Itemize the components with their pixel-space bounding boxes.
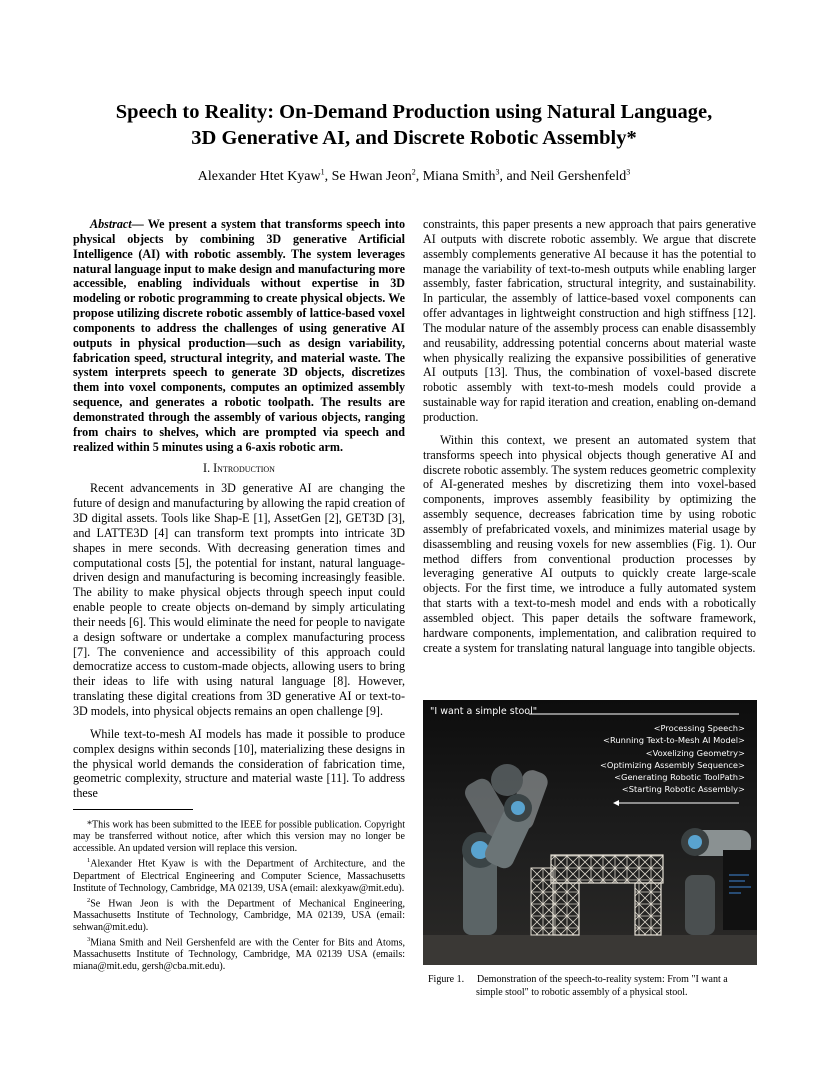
author-separator: , xyxy=(415,168,423,184)
caption-label: Figure 1. xyxy=(428,974,465,985)
paper-title xyxy=(60,99,768,151)
left-column xyxy=(73,217,405,973)
author-affiliation: 3 xyxy=(495,167,500,176)
footnote-text: Miana Smith and Neil Gershenfeld are with the Center for Bits and Atoms, Massachusetts Institute of Technology, Cambridge, MA 02139 USA (emails: miana@mit.edu, gersh@cba.mit.edu). xyxy=(73,937,405,973)
footnote-mark: 1 xyxy=(87,857,91,865)
process-step: <Generating Robotic ToolPath> xyxy=(614,772,745,783)
process-step: <Optimizing Assembly Sequence> xyxy=(599,759,745,770)
section-number: I. xyxy=(203,460,211,475)
process-step: <Running Text-to-Mesh AI Model> xyxy=(603,735,745,746)
process-step: <Processing Speech> xyxy=(653,723,745,733)
abstract-text: — We present a system that transforms speech into physical objects by combining 3D generative Artificial Intelligence (AI) with robotic assembly. The system leverages natural language input to make design and manufacturing more accessible, enabling individuals without expertise in 3D modeling or robotic programming to create physical objects. We propose utilizing discrete robotic assembly of lattice-based voxel components to address the challenges of using generative AI outputs in physical production—such as design variability, fabrication speed, structural integrity, and material waste. The system interprets speech to generate 3D objects, discretizes them into voxel components, computes an optimized assembly sequence, and generates a robotic toolpath. The results are demonstrated through the assembly of various objects, ranging from chairs to shelves, which are prompted via speech and realized within 5 minutes using a 6-axis robotic arm. xyxy=(73,217,405,454)
footnote-rule xyxy=(73,809,193,810)
author-name: Miana Smith xyxy=(422,168,496,184)
caption-text: simple stool" to robotic assembly of a physical stool. xyxy=(476,987,688,998)
author xyxy=(530,169,630,184)
author-name: Neil Gershenfeld xyxy=(530,168,627,184)
footnote-text: Alexander Htet Kyaw is with the Department of Architecture, and the Department of Electrical Engineering and Computer Science, Massachusetts Institute of Technology, Cambridge, MA 02139, USA (email: alexkyaw@mit.edu). xyxy=(73,858,405,894)
author-name: Alexander Htet Kyaw xyxy=(197,168,321,184)
body-paragraph: Within this context, we present an automated system that transforms speech into physical objects though generative AI and discrete robotic assembly. The system reduces geometric complexity of AI-generated meshes by discretizing them into voxel-based components, improves assembly feasibility by optimizing the assembly sequence, decreases fabrication time by using robotic assembly of prefabricated voxels, and minimizes material usage by disassembling and reusing voxels for new assemblies (Fig. 1). Our method differs from conventional production processes by leveraging generative AI outputs to quickly create large-scale objects. For the first time, we introduce a fully automated system that starts with a text-to-mesh model and ends with a robotically assembled object. This paper details the software framework, hardware components, implementation, and calibration required to create a system for translating natural language into tangible objects. xyxy=(423,432,756,655)
process-step: <Starting Robotic Assembly> xyxy=(621,784,745,795)
author xyxy=(198,169,332,184)
abstract-label: Abstract xyxy=(90,217,132,231)
author-affiliation: 1 xyxy=(320,167,325,176)
right-column xyxy=(423,217,756,655)
title-line-1: Speech to Reality: On-Demand Production using Natural Language, xyxy=(115,101,713,123)
footnote-text: Se Hwan Jeon is with the Department of Mechanical Engineering, Massachusetts Institute of Technology, Cambridge, MA 02139, USA (email: sehwan@mit.edu). xyxy=(73,898,405,934)
intro-paragraph-1: Recent advancements in 3D generative AI are changing the future of design and manufacturing by allowing the rapid creation of 3D digital assets. Tools like Shap-E [1], AssetGen [2], GET3D [3], and LATTE3D [4] can transform text prompts into intricate 3D shapes in mere seconds. With decreasing generation times and computational costs [5], the potential for instant, natural language-driven design and manufacturing is becoming increasingly feasible. The ability to make physical objects through speech input could enable people to create objects on-demand by simply articulating their needs [6]. This would eliminate the need for people to navigate a design software or undertake a complex manufacturing process [7]. The convenience and accessibility of this approach could democratize access to custom-made objects, allowing users to bring their ideas to life with using natural language [8]. However, translating these digital creations from 3D generative AI or text-to-3D models, into physical objects remains an open challenge [9]. xyxy=(73,481,405,718)
body-paragraph: constraints, this paper presents a new approach that pairs generative AI outputs with discrete robotic assembly. We argue that discrete assembly complements generative AI because it has the potential to manage the variability of text-to-mesh outputs while enabling larger assembly, faster fabrication, structural integrity, and sustainability. In particular, the assembly of lattice-based voxel components can offer advantages in lightweight construction and high stiffness [12]. The modular nature of the assembly process can enable disassembly and reusability, addressing potential concerns about material waste when physically realizing the expansive possibilities of generative AI outputs [13]. Thus, the combination of voxel-based discrete robotic assembly with text-to-mesh models could provide a sustainable way for rapid iteration and creation, enabling on-demand production. xyxy=(423,217,756,424)
footnote xyxy=(73,855,405,894)
author-name: Se Hwan Jeon xyxy=(331,168,412,184)
figure-caption xyxy=(428,973,754,999)
footnote-mark: 2 xyxy=(87,896,91,904)
footnote xyxy=(73,895,405,934)
caption-text: Demonstration of the speech-to-reality system: From "I want a xyxy=(477,974,728,985)
author-separator: , and xyxy=(499,168,531,184)
figure-process-steps xyxy=(600,722,745,796)
author-affiliation: 3 xyxy=(626,167,631,176)
author xyxy=(423,169,530,184)
footnote-text: *This work has been submitted to the IEEE for possible publication. Copyright may be transferred without notice, after which this version may no longer be accessible. An updated version will replace this version. xyxy=(73,819,405,855)
author-list xyxy=(60,163,768,186)
figure-speech-quote: "I want a simple stool" xyxy=(430,706,538,717)
abstract xyxy=(73,217,405,455)
section-title: Introduction xyxy=(213,460,275,475)
footnote-mark: 3 xyxy=(87,936,91,944)
author xyxy=(332,169,423,184)
author-separator: , xyxy=(324,168,332,184)
footnote xyxy=(73,934,405,973)
process-step: <Voxelizing Geometry> xyxy=(645,747,745,758)
figure-1-image xyxy=(423,700,757,965)
footnotes xyxy=(73,816,405,973)
intro-paragraph-2: While text-to-mesh AI models has made it possible to produce complex designs within seconds [10], materializing these designs in the physical world demands the consideration of fabrication time, geometric complexity, structure and material waste [11]. To address these xyxy=(73,726,405,801)
footnote xyxy=(73,816,405,855)
section-heading xyxy=(73,461,405,476)
title-line-2: 3D Generative AI, and Discrete Robotic Assembly* xyxy=(191,127,637,149)
author-affiliation: 2 xyxy=(411,167,416,176)
